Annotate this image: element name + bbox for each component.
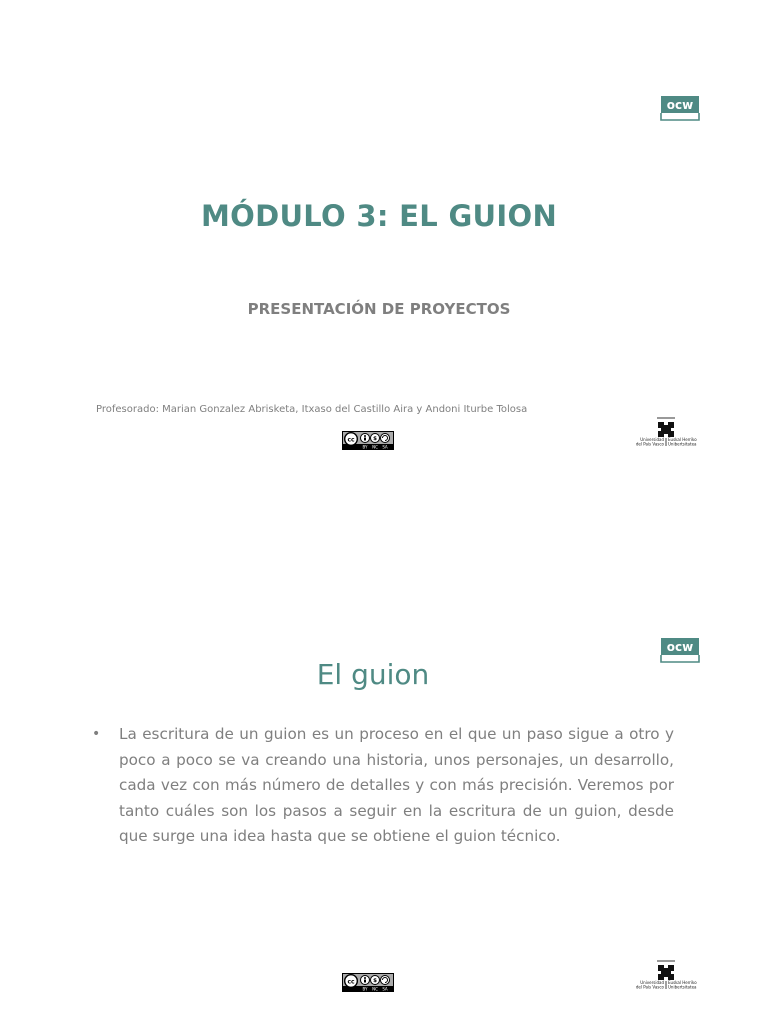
svg-text:SA: SA — [382, 986, 388, 992]
bullet-marker: • — [92, 726, 101, 742]
svg-text:Universidad: Universidad — [640, 437, 664, 442]
university-logo-icon — [633, 416, 699, 448]
cc-by-nc-sa-icon — [342, 973, 394, 992]
svg-text:Euskal Herriko: Euskal Herriko — [668, 980, 697, 985]
university-logo-icon — [633, 959, 699, 991]
svg-text:del País Vasco: del País Vasco — [635, 984, 664, 990]
section-title: El guion — [316, 658, 430, 691]
ocw-logo-text: ocw — [666, 640, 694, 654]
svg-text:$: $ — [373, 978, 377, 984]
svg-text:cc: cc — [347, 436, 355, 444]
bullet-item: La escritura de un guion es un proceso en el que un paso sigue a otro y poco a poco se va creando una historia, unos personajes, un desarrollo, cada vez con más número de detalles y con más precisión. Veremos por tanto cuáles son los pasos a seguir en la escritura de un guion, desde que surge una idea hasta que se obtiene el guion técnico. — [119, 725, 674, 845]
svg-text:BY: BY — [362, 986, 368, 992]
svg-text:Unibertsitatea: Unibertsitatea — [668, 441, 697, 447]
svg-text:Unibertsitatea: Unibertsitatea — [668, 984, 697, 990]
module-title: MÓDULO 3: EL GUION — [200, 199, 558, 233]
module-subtitle: PRESENTACIÓN DE PROYECTOS — [247, 300, 511, 318]
svg-text:cc: cc — [347, 978, 355, 986]
slide-content — [0, 512, 768, 1024]
ocw-logo-icon — [660, 95, 700, 121]
svg-text:Euskal Herriko: Euskal Herriko — [668, 437, 697, 442]
cc-by-nc-sa-icon — [342, 431, 394, 450]
svg-text:$: $ — [373, 436, 377, 442]
svg-text:BY: BY — [362, 444, 368, 450]
svg-text:NC: NC — [372, 986, 378, 992]
svg-text:Universidad: Universidad — [640, 980, 664, 985]
ocw-logo-text: ocw — [666, 98, 694, 112]
svg-text:SA: SA — [382, 444, 388, 450]
svg-text:del País Vasco: del País Vasco — [635, 441, 664, 447]
svg-text:NC: NC — [372, 444, 378, 450]
teachers-credit: Profesorado: Marian Gonzalez Abrisketa, Itxaso del Castillo Aira y Andoni Iturbe Tolosa — [96, 404, 528, 415]
